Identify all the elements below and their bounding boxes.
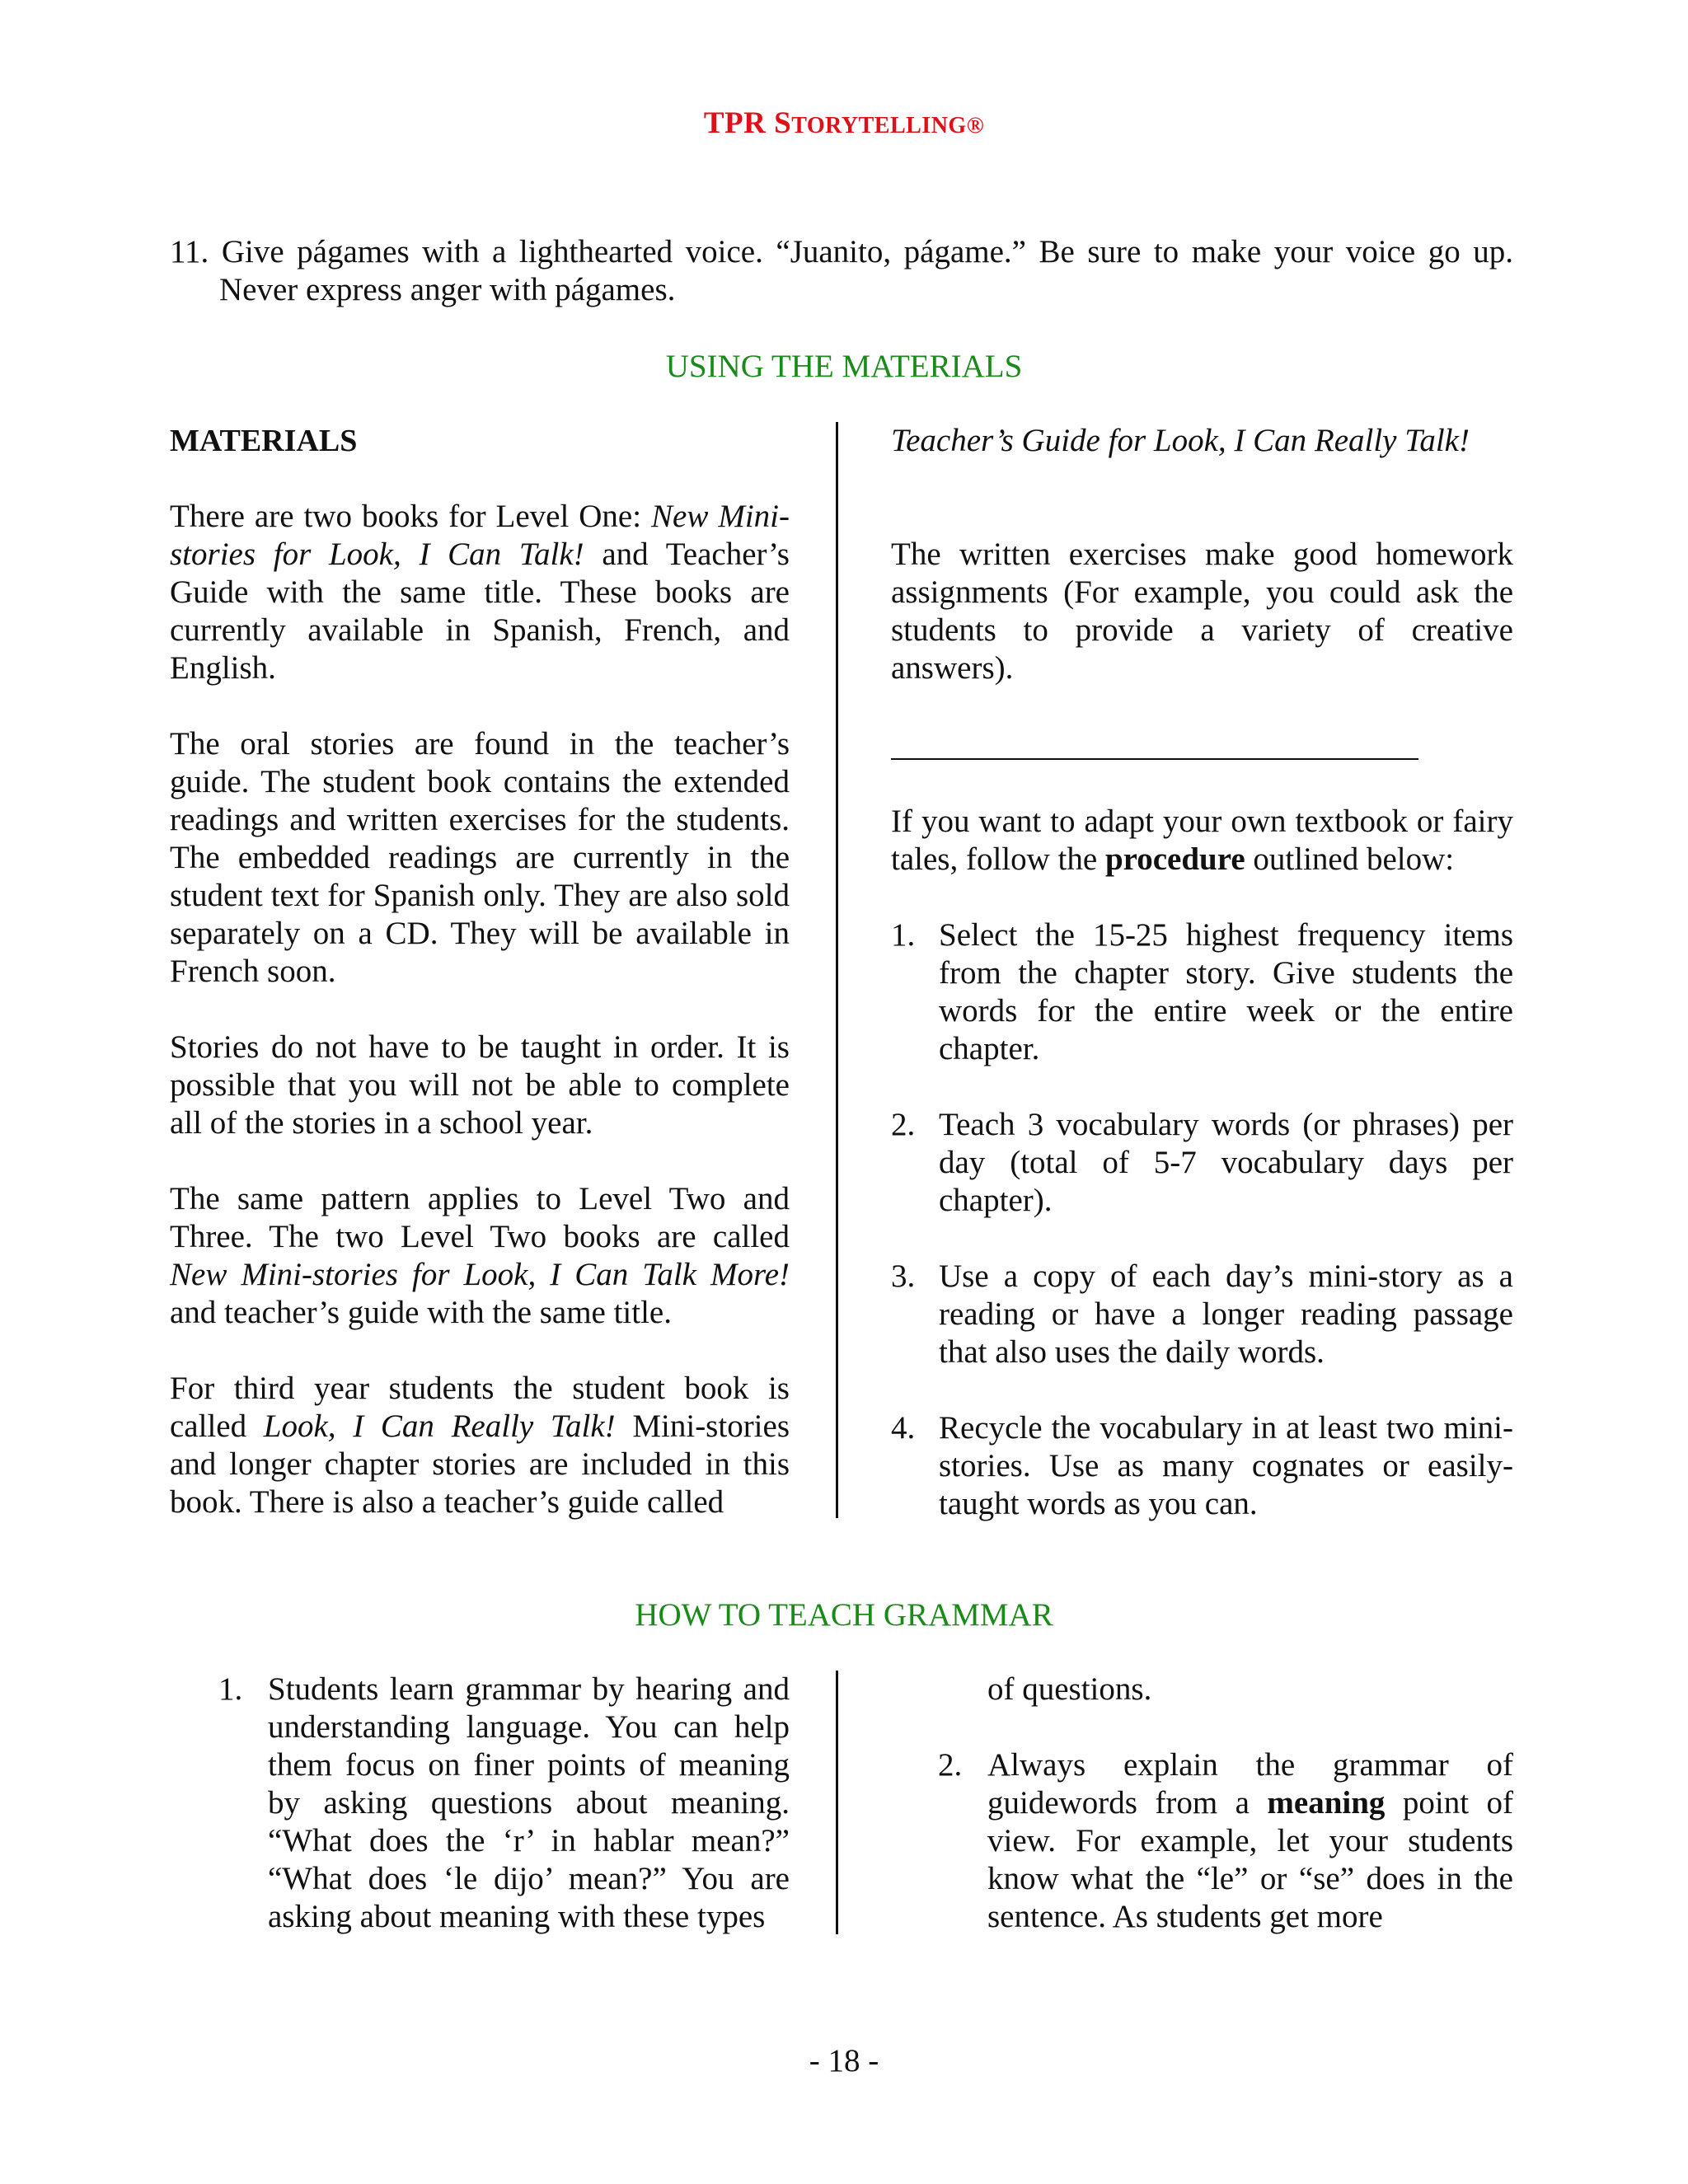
procedure-step bbox=[891, 1258, 1513, 1371]
horizontal-rule bbox=[891, 758, 1418, 760]
procedure-step-text: Use a copy of each day’s mini-story as a reading or have a longer reading passage that also uses the daily words. bbox=[939, 1258, 1513, 1370]
procedure-step-number: 4. bbox=[891, 1410, 916, 1446]
section-title-grammar: HOW TO TEACH GRAMMAR bbox=[635, 1597, 1053, 1633]
right-column bbox=[891, 422, 1513, 1523]
teachers-guide-title: Teacher’s Guide for Look, I Can Really Talk! bbox=[891, 423, 1470, 458]
materials-paragraph-4: The same pattern applies to Level Two and Three. The two Level Two books are called New Mini-stories for Look, I Can Talk More! and teacher’s guide with the same title. bbox=[170, 1181, 790, 1330]
materials-paragraph-1: There are two books for Level One: New Mini-stories for Look, I Can Talk! and Teacher’s Guide with the same title. These books are currently available in Spanish, French, and English. bbox=[170, 499, 790, 686]
grammar-item-1-number: 1. bbox=[218, 1671, 243, 1707]
procedure-step bbox=[891, 1409, 1513, 1523]
procedure-intro: If you want to adapt your own textbook or fairy tales, follow the procedure outlined below: bbox=[891, 804, 1513, 877]
grammar-item-2-text: Always explain the grammar of guidewords from a meaning point of view. For example, let your students know what the “le” or “se” does in the sentence. As students get more bbox=[987, 1747, 1513, 1934]
grammar-item-1-continued: of questions. bbox=[987, 1671, 1152, 1707]
grammar-left-column bbox=[218, 1671, 790, 1936]
materials-heading: MATERIALS bbox=[170, 424, 358, 458]
procedure-step-text: Select the 15-25 highest frequency items from the chapter story. Give students the words for the entire week or the entire chapter. bbox=[939, 917, 1513, 1066]
column-divider bbox=[836, 422, 838, 1518]
procedure-step bbox=[891, 1106, 1513, 1220]
header-smallcaps: TORYTELLING® bbox=[791, 113, 985, 138]
grammar-column-divider bbox=[836, 1671, 838, 1934]
running-header bbox=[0, 105, 1688, 141]
materials-paragraph-2: The oral stories are found in the teacher’s guide. The student book contains the extended readings and written exercises for the students. The embedded readings are currently in the student text for Spanish only. They are also sold separately on a CD. They will be available in French soon. bbox=[170, 726, 790, 989]
materials-paragraph-3: Stories do not have to be taught in order. It is possible that you will not be able to complete all of the stories in a school year. bbox=[170, 1029, 790, 1141]
procedure-step-number: 2. bbox=[891, 1107, 916, 1142]
grammar-item-2 bbox=[938, 1746, 1513, 1936]
exercises-paragraph: The written exercises make good homework assignments (For example, you could ask the students to provide a variety of creative answers). bbox=[891, 537, 1513, 686]
grammar-right-column bbox=[938, 1671, 1513, 1936]
procedure-step-text: Recycle the vocabulary in at least two mini-stories. Use as many cognates or easily-taught words as you can. bbox=[939, 1410, 1513, 1521]
materials-paragraph-5: For third year students the student book is called Look, I Can Really Talk! Mini-stories and longer chapter stories are included in this book. There is also a teacher’s guide called bbox=[170, 1371, 790, 1520]
procedure-step bbox=[891, 916, 1513, 1068]
left-column bbox=[170, 422, 790, 1521]
grammar-item-1-text: Students learn grammar by hearing and understanding language. You can help them focus on finer points of meaning by asking questions about meaning. “What does the ‘r’ in hablar mean?” “What does ‘le dijo’ mean?” You are asking about meaning with these types bbox=[268, 1671, 790, 1934]
section-title-using-materials: USING THE MATERIALS bbox=[665, 349, 1023, 384]
header-prefix: TPR S bbox=[703, 106, 792, 140]
procedure-steps bbox=[891, 916, 1513, 1523]
procedure-step-number: 3. bbox=[891, 1258, 916, 1294]
grammar-item-2-number: 2. bbox=[938, 1747, 963, 1783]
grammar-item-1 bbox=[218, 1671, 790, 1936]
procedure-step-number: 1. bbox=[891, 917, 916, 953]
item-11: 11. Give págames with a lighthearted voice. “Juanito, págame.” Be sure to make your voice go up. Never express anger with págames. bbox=[170, 234, 1513, 307]
page-number: - 18 - bbox=[809, 2043, 879, 2079]
procedure-step-text: Teach 3 vocabulary words (or phrases) per day (total of 5-7 vocabulary days per chapter). bbox=[939, 1107, 1513, 1218]
